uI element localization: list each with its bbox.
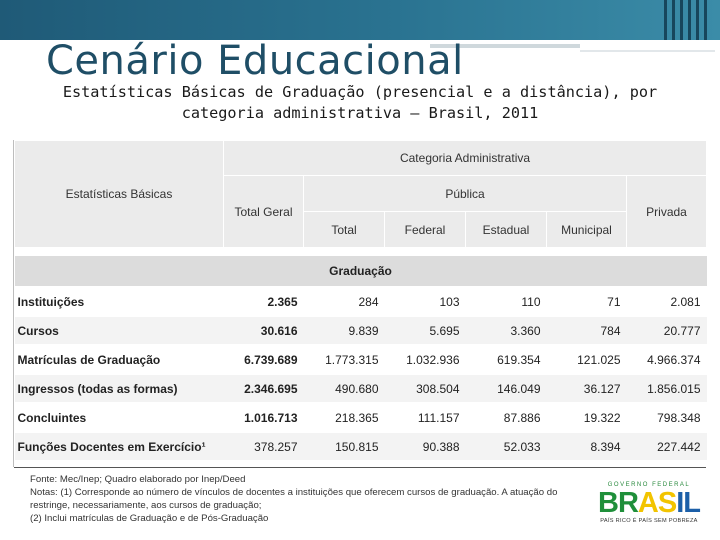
statistics-table	[14, 140, 707, 462]
cell-municipal: 36.127	[547, 374, 627, 403]
cell-publica-total: 490.680	[304, 374, 385, 403]
section-header-graduacao: Graduação	[15, 256, 707, 287]
logo-slogan: PAÍS RICO É PAÍS SEM POBREZA	[600, 518, 698, 524]
cell-publica-total: 9.839	[304, 316, 385, 345]
subcolumn-header-estadual: Estadual	[466, 212, 547, 248]
cell-privada: 4.966.374	[627, 345, 707, 374]
table-notes	[30, 473, 600, 525]
cell-publica-total: 218.365	[304, 403, 385, 432]
cell-estadual: 146.049	[466, 374, 547, 403]
corner-header: Estatísticas Básicas	[15, 141, 224, 248]
logo-word-part-3: IL	[676, 487, 700, 519]
cell-privada: 1.856.015	[627, 374, 707, 403]
subcolumn-header-total: Total	[304, 212, 385, 248]
governo-federal-brasil-logo	[594, 482, 704, 534]
row-label: Cursos	[15, 316, 224, 345]
cell-publica-total: 1.773.315	[304, 345, 385, 374]
table-row	[15, 345, 707, 374]
cell-municipal: 8.394	[547, 432, 627, 461]
subcolumn-header-municipal: Municipal	[547, 212, 627, 248]
row-label: Matrículas de Graduação	[15, 345, 224, 374]
cell-publica-total: 150.815	[304, 432, 385, 461]
table-caption	[60, 82, 660, 124]
table-row	[15, 287, 707, 316]
publica-header: Pública	[304, 176, 627, 212]
source-note: Fonte: Mec/Inep; Quadro elaborado por Inep/Deed	[30, 474, 246, 485]
total-geral-header: Total Geral	[224, 176, 304, 248]
table-row	[15, 316, 707, 345]
title-underline-decoration-secondary	[580, 50, 715, 52]
cell-federal: 103	[385, 287, 466, 316]
privada-header: Privada	[627, 176, 707, 248]
logo-word-part-2: AS	[637, 487, 677, 519]
caption-line-1: Estatísticas Básicas de Graduação (presencial e a distância), por	[62, 83, 658, 101]
cell-federal: 5.695	[385, 316, 466, 345]
logo-top-text: GOVERNO FEDERAL	[607, 482, 691, 488]
row-label: Funções Docentes em Exercício¹	[15, 432, 224, 461]
cell-privada: 227.442	[627, 432, 707, 461]
cell-total-geral: 2.365	[224, 287, 304, 316]
table-row	[15, 403, 707, 432]
table-bottom-rule	[14, 467, 706, 468]
banner-stripes-decoration	[660, 0, 720, 40]
subcolumn-header-federal: Federal	[385, 212, 466, 248]
cell-municipal: 71	[547, 287, 627, 316]
cell-total-geral: 1.016.713	[224, 403, 304, 432]
page-title: Cenário Educacional	[46, 38, 464, 84]
cell-privada: 20.777	[627, 316, 707, 345]
cell-total-geral: 6.739.689	[224, 345, 304, 374]
cell-publica-total: 284	[304, 287, 385, 316]
cell-privada: 2.081	[627, 287, 707, 316]
row-label: Ingressos (todas as formas)	[15, 374, 224, 403]
note-2: (2) Inclui matrículas de Graduação e de Pós-Graduação	[30, 513, 269, 524]
cell-municipal: 121.025	[547, 345, 627, 374]
cell-municipal: 784	[547, 316, 627, 345]
cell-total-geral: 2.346.695	[224, 374, 304, 403]
cell-federal: 1.032.936	[385, 345, 466, 374]
header-spacer	[15, 248, 707, 257]
cell-federal: 308.504	[385, 374, 466, 403]
cell-estadual: 52.033	[466, 432, 547, 461]
top-banner	[0, 0, 720, 40]
note-1: Notas: (1) Corresponde ao número de vínculos de docentes a instituições que oferecem cursos de graduação. A atuação do	[30, 487, 558, 498]
note-1-continued: restringe, necessariamente, aos cursos de graduação;	[30, 500, 262, 511]
cell-federal: 111.157	[385, 403, 466, 432]
category-header: Categoria Administrativa	[224, 141, 707, 176]
cell-estadual: 110	[466, 287, 547, 316]
table-row	[15, 432, 707, 461]
cell-privada: 798.348	[627, 403, 707, 432]
cell-total-geral: 378.257	[224, 432, 304, 461]
cell-estadual: 3.360	[466, 316, 547, 345]
cell-federal: 90.388	[385, 432, 466, 461]
logo-wordmark	[594, 488, 704, 518]
caption-line-2: categoria administrativa – Brasil, 2011	[181, 104, 539, 122]
row-label: Concluintes	[15, 403, 224, 432]
cell-total-geral: 30.616	[224, 316, 304, 345]
logo-word-part-1: BR	[598, 487, 638, 519]
table-row	[15, 374, 707, 403]
cell-estadual: 619.354	[466, 345, 547, 374]
cell-estadual: 87.886	[466, 403, 547, 432]
row-label: Instituições	[15, 287, 224, 316]
cell-municipal: 19.322	[547, 403, 627, 432]
